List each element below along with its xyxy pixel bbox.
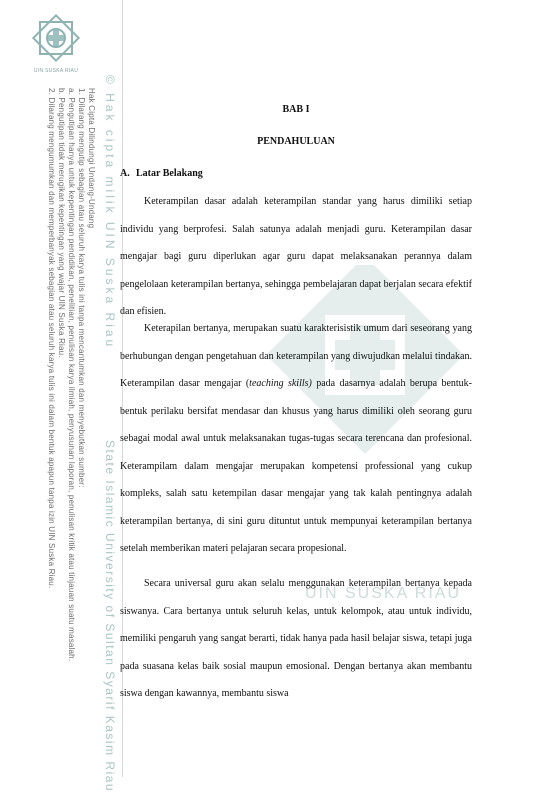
notice-item-1b: b. Pengutipan tidak merugikan kepentingan yang wajar UIN Suska Riau. (57, 88, 66, 358)
university-text: State Islamic University of Sultan Syarif Kasim Riau (103, 440, 117, 792)
section-title: Latar Belakang (136, 168, 203, 179)
chapter-title: PENDAHULUAN (257, 136, 335, 147)
paragraph-2-text-a: Keterapilan bertanya, merupakan suatu karakterisistik umum dari seseorang yang berhubungan dengan pengetahuan dan keterampilan yang diwujudkan melalui tindakan. Keterampilan dasar mengajar ( (120, 323, 472, 389)
uin-logo-icon (26, 12, 86, 68)
notice-item-2: 2. Dilarang mengumumkan dan memperbanyak sebagian atau seluruh karya tulis ini dalam bentuk apapun tanpa izin UIN Suska Riau. (47, 88, 56, 589)
paragraph-3-text: Secara universal guru akan selalu menggunakan keterampilan bertanya kepada siswanya. Cara bertanya untuk seluruh kelas, untuk kelompok, atau untuk individu, memiliki pengaruh yang sangat berarti, tidak hanya pada hasil belajar siswa, tetapi juga pada suasana kelas baik sosial maupun emosional. Dengan bertanya akan membantu siswa dengan kawannya, membantu siswa (120, 578, 472, 699)
paragraph-1 (120, 188, 472, 326)
notice-item-1a: a. Pengutipan hanya untuk kepentingan pendidikan, penelitian, penulisan karya ilmiah, penyusunan laporan, penulisan kritik atau tinjauan suatu masalah. (67, 88, 76, 662)
paragraph-3 (120, 570, 472, 708)
paragraph-2-italic: teaching skills) (249, 378, 312, 389)
section-number: A. (120, 168, 130, 179)
paragraph-2 (120, 315, 472, 563)
chapter-number: BAB I (282, 104, 310, 115)
section-heading (120, 168, 203, 179)
paragraph-2-text-b: pada dasarnya adalah berupa bentuk-bentuk perilaku bersifat mendasar dan khusus yang harus dimiliki oleh seorang guru sebagai modal awal untuk melaksanakan tugas-tugas secara terencana dan profesional. Keterampilam dalam mengajar merupakan kompetensi professional yang cukup kompleks, salah satu ketempilan dasar mengajar yang tak kalah pentingnya adalah keterampilan bertanya, di sini guru dituntut untuk mempunyai keterampilan bertanya setelah memberikan materi pelajaran secara propesional. (120, 378, 472, 554)
logo-caption: UIN SUSKA RIAU (33, 68, 79, 74)
copyright-text: © Hak cipta milik UIN Suska Riau (103, 75, 117, 350)
paragraph-1-text: Keterampilan dasar adalah keterampilan standar yang harus dimiliki setiap individu yang berprofesi. Salah satunya adalah menjadi guru. Keterampilan dasar mengajar bagi guru diperlukan agar guru dapat melaksanakan perannya dalam pengelolaan keterampilan bertanya, sehingga pembelajaran dapat berjalan secara efektif dan efisien. (120, 196, 472, 317)
notice-title: Hak Cipta Dilindungi Undang-Undang (87, 88, 96, 229)
watermark-caption: UIN SUSKA RIAU (305, 585, 462, 602)
notice-item-1: 1. Dilarang mengutip sebagian atau seluruh karya tulis ini tanpa mencantumkan dan menyebutkan sumber: (77, 88, 86, 488)
